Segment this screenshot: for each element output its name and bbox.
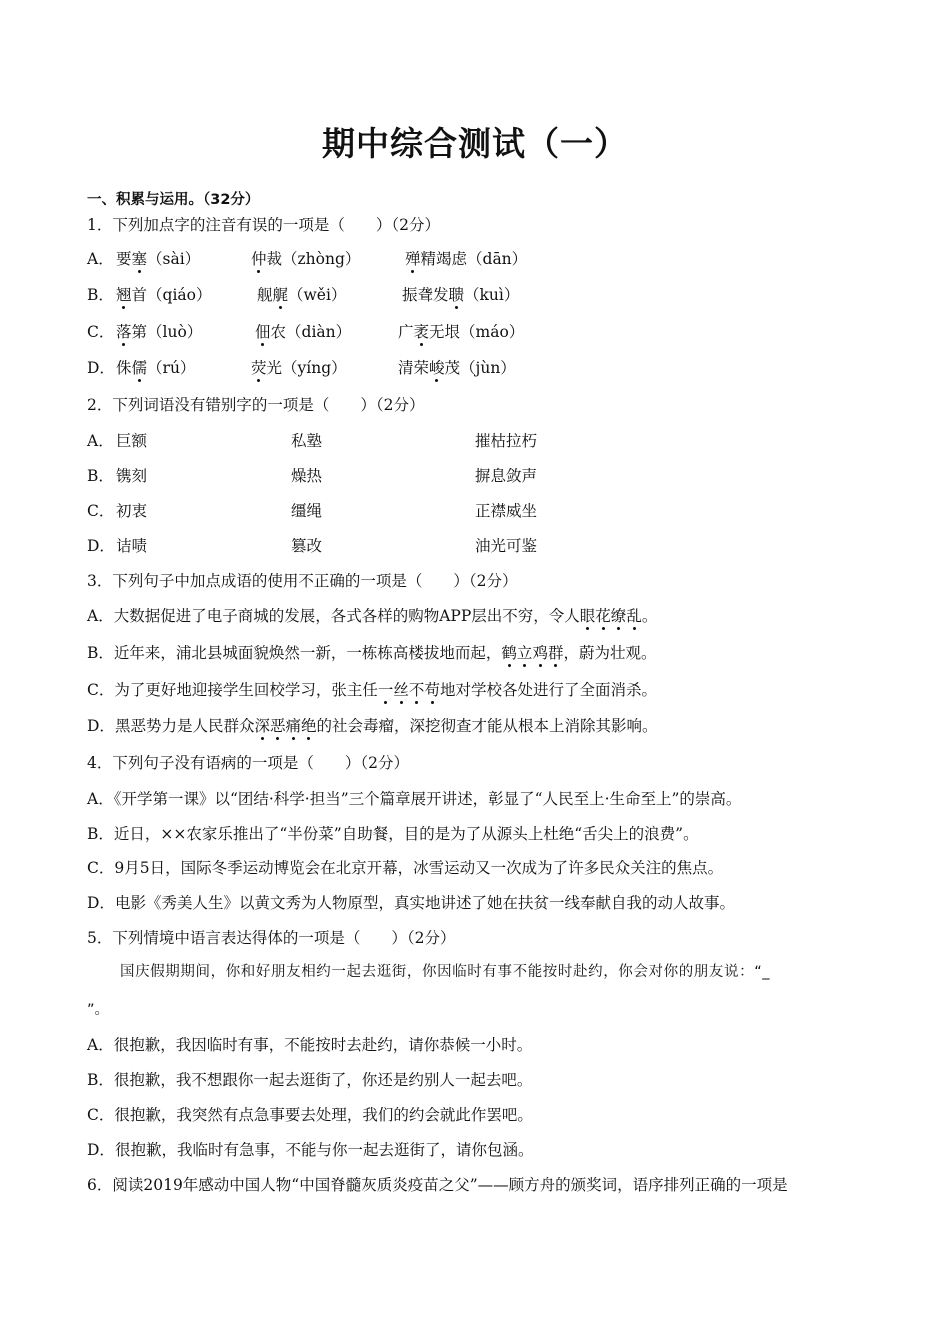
exam-page: 期中综合测试（一） 一、积累与运用。（32分） 1．下列加点字的注音有误的一项是（ ）（2分） A． 要塞（sài） 仲裁（zhòng） 殚精竭虑（dān） B． 翘首（qiáo） 舰艉（wěi） 振聋发聩（kuì） C． 落第（luò） 佃农（diàn） 广袤无垠（máo） D． 侏儒（rú） 荧光（yíng） 清荣峻茂（jùn） 2．下列词语没有错别字的一项是（ ）（2分） A． 巨额 私塾 摧枯拉朽 B． 镌刻 燥热 摒息敛声 C． 初衷 缰绳 正襟威坐 D． 诘啧 篡改 油光可鉴 3．下列句子中加点成语的使用不正确的一项是（ ）（2分） A．大数据促进了电子商城的发展，各式各样的购物APP层出不穷，令人眼花缭乱。 B．近年来，浦北县城面貌焕然一新，一栋栋高楼拔地而起，鹤立鸡群，蔚为壮观。 C．为了更好地迎接学生回校学习，张主任一丝不苟地对学校各处进行了全面消杀。 D．黑恶势力是人民群众深恶痛绝的社会毒瘤，深挖彻查才能从根本上消除其影响。 4．下列句子没有语病的一项是（ ）（2分） A．《开学第一课》以“团结·科学·担当”三个篇章展开讲述，彰显了“人民至上·生命至上”的崇高。 B．近日，××农家乐推出了“半份菜”自助餐，目的是为了从源头上杜绝“舌尖上的浪费”。 C．9月5日，国际冬季运动博览会在北京开幕，冰雪运动又一次成为了许多民众关注的焦点。 D．电影《秀美人生》以黄文秀为人物原型，真实地讲述了她在扶贫一线奉献自我的动人故事。 5．下列情境中语言表达得体的一项是（ ）（2分） 国庆假期期间，你和好朋友相约一起去逛街，你因临时有事不能按时赴约，你会对你的朋友说：“_ ”。 A．很抱歉，我因临时有事，不能按时去赴约，请你恭候一小时。 B．很抱歉，我不想跟你一起去逛街了，你还是约别人一起去吧。 C．很抱歉，我突然有点急事要去处理，我们的约会就此作罢吧。 D．很抱歉，我临时有急事，不能与你一起去逛街了，请你包涵。 6．阅读2019年感动中国人物“中国脊髓灰质炎疫苗之父”——顾方舟的颁奖词，语序排列正确的一项是 [0,0,950,1344]
option-c-item-3: 广袤无垠（máo） [398,320,524,342]
option-a-item-1: 要塞（sài） [116,247,200,269]
option-a-item-3: 殚精竭虑（dān） [405,247,527,269]
emphasized-idiom: 深恶痛绝 [254,717,316,735]
question-5-scenario-end: ”。 [87,1002,110,1018]
question-4-stem: 4．下列句子没有语病的一项是（ ）（2分） [87,754,409,772]
question-2-stem: 2．下列词语没有错别字的一项是（ ）（2分） [87,396,425,414]
option-b-item-3: 振聋发聩（kuì） [402,283,519,305]
question-4-option-b: B．近日，××农家乐推出了“半份菜”自助餐，目的是为了从源头上杜绝“舌尖上的浪费”。 [87,825,699,843]
question-5-scenario: 国庆假期期间，你和好朋友相约一起去逛街，你因临时有事不能按时赴约，你会对你的朋友说：“_ [120,964,771,980]
option-c-item-1: 落第（luò） [116,320,202,342]
question-4-option-a: A．《开学第一课》以“团结·科学·担当”三个篇章展开讲述，彰显了“人民至上·生命至上”的崇高。 [87,790,742,808]
question-1-stem: 1．下列加点字的注音有误的一项是（ ）（2分） [87,216,440,234]
question-5-option-a: A．很抱歉，我因临时有事，不能按时去赴约，请你恭候一小时。 [87,1036,533,1054]
option-d-item-2: 荧光（yíng） [251,356,347,378]
option-b-item-2: 舰艉（wěi） [257,283,346,305]
question-4-option-c: C．9月5日，国际冬季运动博览会在北京开幕，冰雪运动又一次成为了许多民众关注的焦点。 [87,859,724,877]
emphasized-idiom: 鹤立鸡群 [501,644,563,662]
question-4-option-d: D．电影《秀美人生》以黄文秀为人物原型，真实地讲述了她在扶贫一线奉献自我的动人故事。 [87,894,735,912]
question-5-option-b: B．很抱歉，我不想跟你一起去逛街了，你还是约别人一起去吧。 [87,1071,533,1089]
question-3-stem: 3．下列句子中加点成语的使用不正确的一项是（ ）（2分） [87,572,518,590]
emphasized-idiom: 眼花缭乱 [580,607,642,625]
question-3-option-a: A．大数据促进了电子商城的发展，各式各样的购物APP层出不穷，令人眼花缭乱。 [87,604,657,626]
page-title: 期中综合测试（一） [322,124,628,163]
question-3-option-c: C．为了更好地迎接学生回校学习，张主任一丝不苟地对学校各处进行了全面消杀。 [87,678,657,700]
question-5-stem: 5．下列情境中语言表达得体的一项是（ ）（2分） [87,929,456,947]
question-5-option-d: D．很抱歉，我临时有急事，不能与你一起去逛街了，请你包涵。 [87,1141,534,1159]
question-3-option-b: B．近年来，浦北县城面貌焕然一新，一栋栋高楼拔地而起，鹤立鸡群，蔚为壮观。 [87,641,656,663]
option-c-item-2: 佃农（diàn） [255,320,351,342]
option-b-item-1: 翘首（qiáo） [116,283,211,305]
emphasized-idiom: 一丝不苟 [378,681,440,699]
question-3-option-d: D．黑恶势力是人民群众深恶痛绝的社会毒瘤，深挖彻查才能从根本上消除其影响。 [87,714,658,736]
question-6-stem: 6．阅读2019年感动中国人物“中国脊髓灰质炎疫苗之父”——顾方舟的颁奖词，语序排列正确的一项是 [87,1176,788,1194]
question-5-option-c: C．很抱歉，我突然有点急事要去处理，我们的约会就此作罢吧。 [87,1106,533,1124]
option-d-item-1: 侏儒（rú） [116,356,195,378]
option-d-item-3: 清荣峻茂（jùn） [398,356,516,378]
section-heading: 一、积累与运用。（32分） [87,192,260,208]
option-a-item-2: 仲裁（zhòng） [251,247,360,269]
